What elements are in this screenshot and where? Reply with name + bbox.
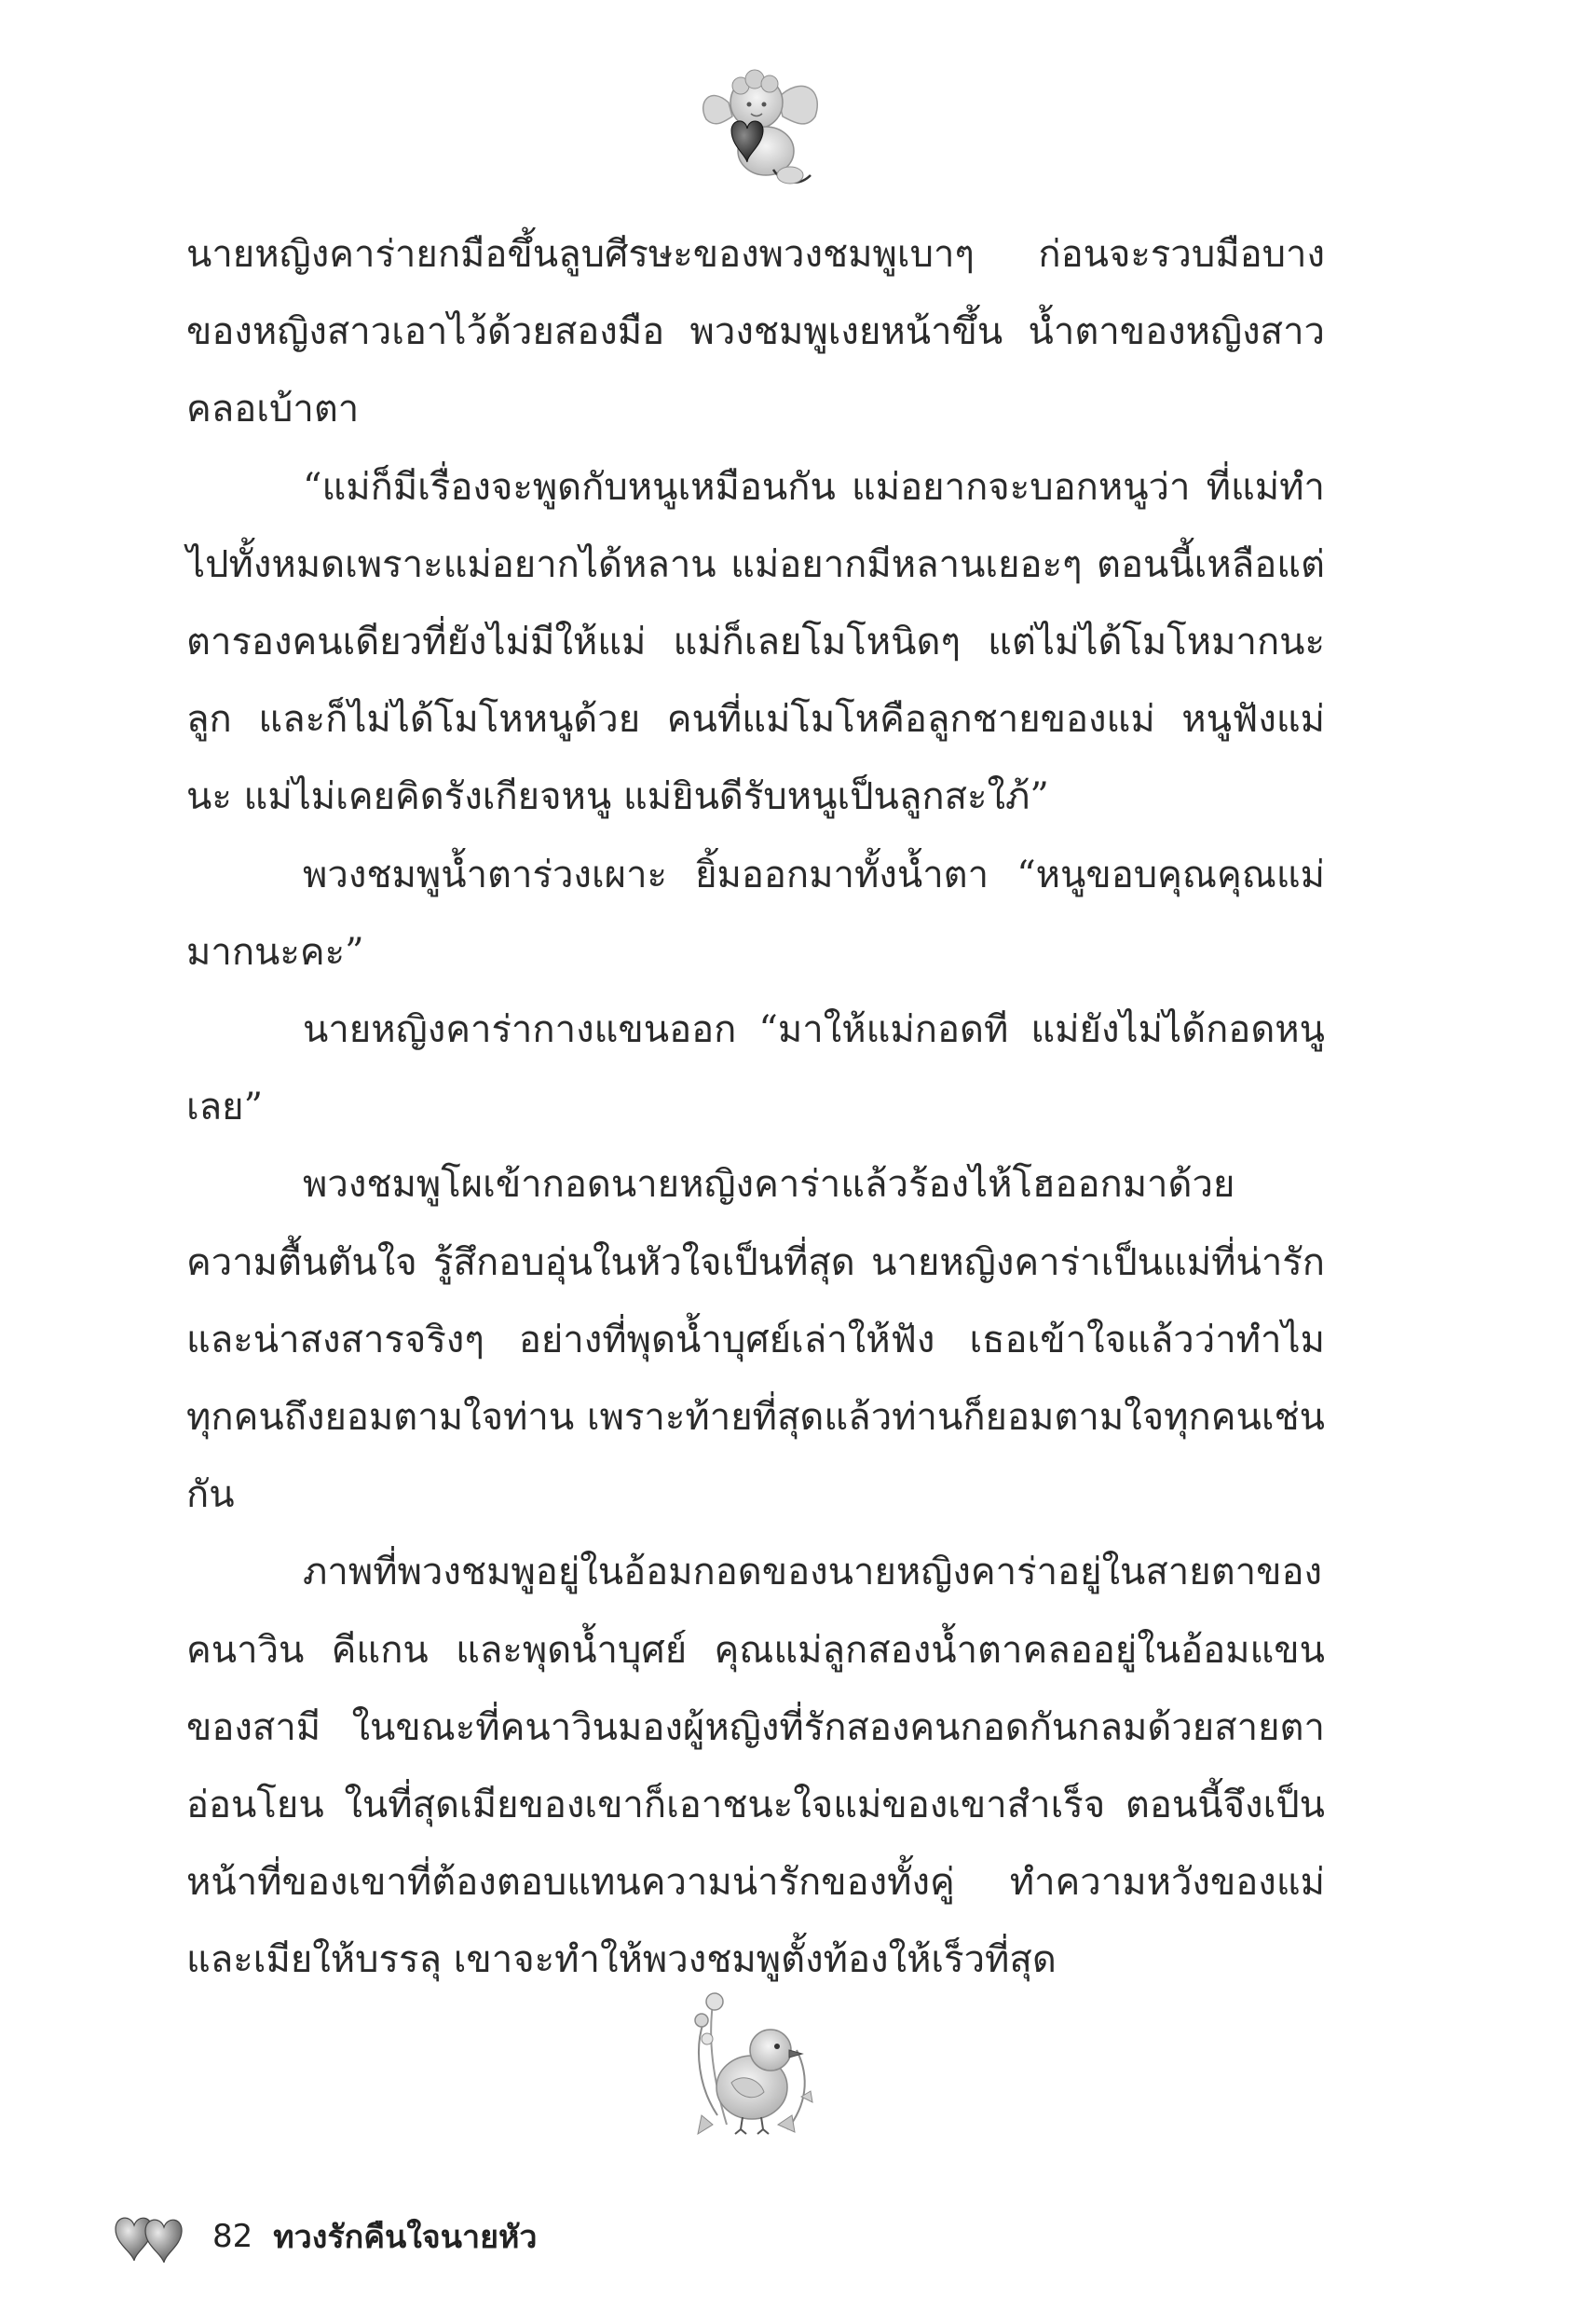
double-heart-icon	[112, 2208, 188, 2264]
page-footer	[112, 2208, 538, 2264]
paragraph-6: ภาพที่พวงชมพูอยู่ในอ้อมกอดของนายหญิงคาร่าอยู่ในสายตาของคนาวิน คีแกน และพุดน้ำบุศย์ คุณแม่ลูกสองน้ำตาคลออยู่ในอ้อมแขนของสามี ในขณะที่คนาวินมองผู้หญิงที่รักสองคนกอดกันกลมด้วยสายตาอ่อนโยน ในที่สุดเมียของเขาก็เอาชนะใจแม่ของเขาสำเร็จ ตอนนี้จึงเป็นหน้าที่ของเขาที่ต้องตอบแทนความน่ารักของทั้งคู่ ทำความหวังของแม่และเมียให้บรรลุ เขาจะทำให้พวงชมพูตั้งท้องให้เร็วที่สุด	[186, 1551, 1325, 1982]
paragraph-2: “แม่ก็มีเรื่องจะพูดกับหนูเหมือนกัน แม่อยากจะบอกหนูว่า ที่แม่ทำไปทั้งหมดเพราะแม่อยากได้หลาน แม่อยากมีหลานเยอะๆ ตอนนี้เหลือแต่ตารองคนเดียวที่ยังไม่มีให้แม่ แม่ก็เลยโมโหนิดๆ แต่ไม่ได้โมโหมากนะลูก และก็ไม่ได้โมโหหนูด้วย คนที่แม่โมโหคือลูกชายของแม่ หนูฟังแม่นะ แม่ไม่เคยคิดรังเกียจหนู แม่ยินดีรับหนูเป็นลูกสะใภ้”	[186, 465, 1325, 819]
paragraph-3: พวงชมพูน้ำตาร่วงเผาะ ยิ้มออกมาทั้งน้ำตา “หนูขอบคุณคุณแม่มากนะคะ”	[186, 853, 1325, 974]
book-title: ทวงรักคืนใจนายหัว	[273, 2219, 538, 2256]
chick-flowers-icon	[685, 1985, 825, 2143]
cupid-heart-icon	[689, 65, 829, 196]
page-number: 82	[212, 2218, 253, 2255]
paragraph-5: พวงชมพูโผเข้ากอดนายหญิงคาร่าแล้วร้องไห้โฮออกมาด้วยความตื้นตันใจ รู้สึกอบอุ่นในหัวใจเป็นที่สุด นายหญิงคาร่าเป็นแม่ที่น่ารักและน่าสงสารจริงๆ อย่างที่พุดน้ำบุศย์เล่าให้ฟัง เธอเข้าใจแล้วว่าทำไมทุกคนถึงยอมตามใจท่าน เพราะท้ายที่สุดแล้วท่านก็ยอมตามใจทุกคนเช่นกัน	[186, 1163, 1325, 1517]
paragraph-1: นายหญิงคาร่ายกมือขึ้นลูบศีรษะของพวงชมพูเบาๆ ก่อนจะรวบมือบางของหญิงสาวเอาไว้ด้วยสองมือ พวงชมพูเงยหน้าขึ้น น้ำตาของหญิงสาวคลอเบ้าตา	[186, 233, 1325, 431]
chapter-text	[186, 216, 1325, 2000]
paragraph-4: นายหญิงคาร่ากางแขนออก “มาให้แม่กอดที แม่ยังไม่ได้กอดหนูเลย”	[186, 1008, 1325, 1129]
